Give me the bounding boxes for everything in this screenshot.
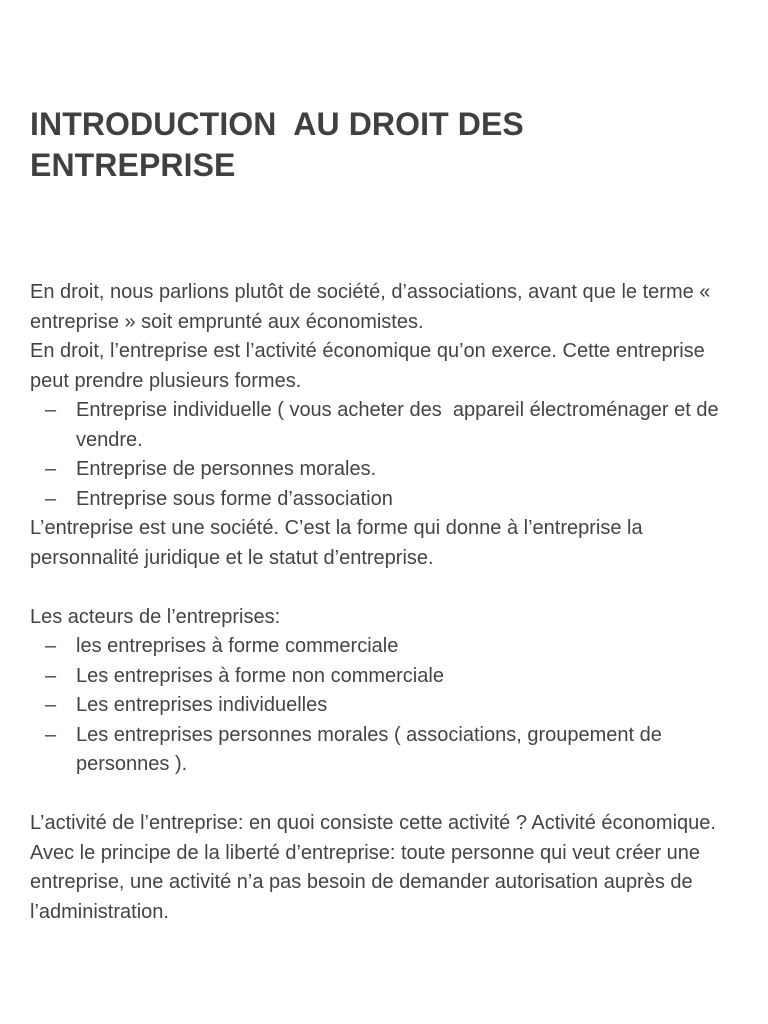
actors-heading: Les acteurs de l’entreprises: [30, 605, 281, 628]
blank-line [30, 780, 742, 810]
paragraph-intro-3: L’entreprise est une société. C’est la forme qui donne à l’entreprise la personnalité juridique et le statut d’entreprise. [30, 517, 649, 569]
list-item [30, 396, 742, 455]
dash-bullet: – [45, 664, 57, 687]
list-item [30, 662, 742, 692]
list-item [30, 455, 742, 485]
list-item-text: Les entreprises à forme non commerciale [76, 664, 444, 687]
list-item-text: Les entreprises individuelles [76, 694, 328, 716]
paragraph-activity-1: L’activité de l’entreprise: en quoi consiste cette activité ? Activité économique. [30, 812, 716, 834]
dash-bullet: – [45, 458, 57, 480]
list-item [30, 632, 742, 662]
actors-list [30, 632, 742, 780]
dash-bullet: – [45, 723, 57, 746]
dash-bullet: – [45, 694, 57, 716]
document-body [30, 278, 742, 927]
list-item-text: Entreprise sous forme d’association [76, 487, 393, 510]
list-item [30, 691, 742, 721]
dash-bullet: – [45, 399, 57, 421]
list-item-text: Entreprise de personnes morales. [76, 458, 377, 480]
list-item-text: Entreprise individuelle ( vous acheter des appareil électroménager et de vendre. [76, 399, 725, 451]
forms-list [30, 396, 742, 514]
list-item-text: les entreprises à forme commerciale [76, 635, 399, 657]
blank-line [30, 573, 742, 603]
dash-bullet: – [45, 635, 57, 657]
document-title: INTRODUCTION AU DROIT DES ENTREPRISE [30, 106, 533, 183]
list-item [30, 485, 742, 515]
paragraph-activity-2: Avec le principe de la liberté d’entreprise: toute personne qui veut créer une entreprise, une activité n’a pas besoin de demander autorisation auprès de l’administration. [30, 841, 706, 923]
paragraph-intro-1: En droit, nous parlions plutôt de société, d’associations, avant que le terme « entreprise » soit emprunté aux économistes. [30, 281, 716, 333]
paragraph-intro-2: En droit, l’entreprise est l’activité économique qu’on exerce. Cette entreprise peut prendre plusieurs formes. [30, 340, 711, 392]
list-item-text: Les entreprises personnes morales ( associations, groupement de personnes ). [76, 723, 668, 775]
dash-bullet: – [45, 487, 57, 510]
list-item [30, 721, 742, 780]
